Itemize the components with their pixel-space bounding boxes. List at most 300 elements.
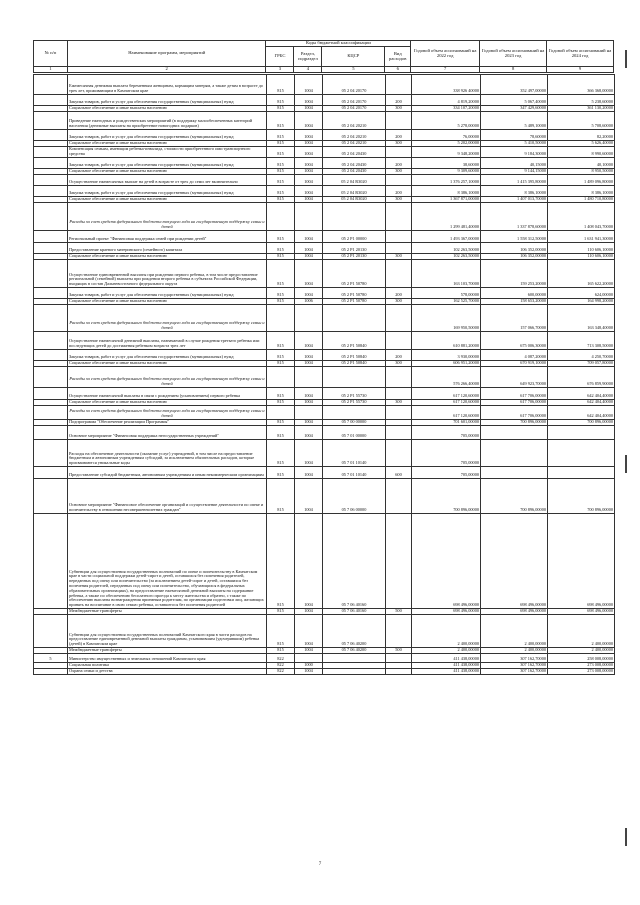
col-grbs-header: ГРБС	[266, 47, 294, 67]
row-2024: 258 008,00000	[548, 654, 615, 663]
row-2024: 8 990,60000	[548, 147, 615, 158]
col-index: 5	[322, 67, 385, 73]
row-vr	[386, 112, 412, 130]
row-grbs: 815	[267, 112, 295, 130]
row-vr	[386, 406, 412, 420]
row-2023	[481, 440, 548, 467]
row-2024: 366 368,00000	[548, 75, 615, 95]
row-number	[34, 467, 68, 479]
row-2024: 1 631 941,30000	[548, 231, 615, 243]
row-2022: 338 926 40000	[412, 75, 481, 95]
table-row	[34, 260, 615, 288]
row-grbs: 815	[267, 231, 295, 243]
row-2022: 38,60000	[412, 158, 481, 169]
row-grbs	[267, 305, 295, 332]
row-vr: 200	[386, 158, 412, 169]
row-section: 1004	[295, 112, 323, 130]
row-2024: 2 400,00000	[548, 648, 615, 654]
row-ksr: 05 7 06 40160	[323, 609, 386, 615]
row-name: Региональный проект "Финансовая поддержка семей при рождении детей"	[68, 231, 267, 243]
row-name: Субвенции для осуществления государственных полномочий Камчатского края в части расходов на предоставление единовременной денежной выплаты гражданам, усыновившим (удочерившим) ребенка (детей) в Камчатском крае	[68, 615, 267, 648]
row-2024: 82,20000	[548, 130, 615, 141]
row-name: Субвенции для осуществления государственных полномочий по опеке и попечительству в Камчатском крае в части социальной поддержки детей-сирот и детей, оставшихся без попечения родителей, переданных под опеку или попечительство (за исключением детей-сирот и детей, оставшихся без попечения родителей, переданных под опеку или попечительство, обучающихся в федеральных образовательных организациях), на предоставление ежемесячной денежной выплаты на содержание ребенка, а также по обеспечению бесплатного проезда к месту жительства и обратно, с также по обеспечению выплаты вознаграждения приемным родителям, по организации подготовки лиц, желающих принять на воспитание в свою семью ребенка, оставшегося без попечения родителей	[68, 514, 267, 609]
row-2022: 1 367 871,00000	[412, 197, 481, 203]
row-ksr: 05 2 04 20430	[323, 158, 386, 169]
row-2022: 169 950,50000	[412, 305, 481, 332]
row-2023: 106 352,00000	[481, 254, 548, 260]
row-vr: 200	[386, 130, 412, 141]
row-ksr: 05 2 04 20210	[323, 112, 386, 130]
row-vr: 300	[386, 169, 412, 175]
row-2022: 5 278,00000	[412, 112, 481, 130]
table-row	[34, 514, 615, 609]
row-ksr: 05 2 04 20170	[323, 75, 386, 95]
row-number	[34, 332, 68, 350]
row-ksr: 05 2 P1 55730	[323, 400, 386, 406]
row-2022: 9 309,60000	[412, 169, 481, 175]
row-name: Закупка товаров, работ и услуг для обеспечения государственных (муниципальных) нужд	[68, 350, 267, 361]
table-row	[34, 669, 615, 675]
table-row	[34, 175, 615, 186]
row-2024: 700 896,00000	[548, 420, 615, 426]
table-row	[34, 350, 615, 361]
table-row	[34, 388, 615, 400]
row-ksr: 05 2 P1 20130	[323, 254, 386, 260]
row-vr: 200	[386, 288, 412, 299]
row-2024: 698 496,00000	[548, 514, 615, 609]
margin-mark	[622, 828, 630, 846]
row-2024: 273 008,00000	[548, 669, 615, 675]
row-name: Закупка товаров, работ и услуг для обеспечения государственных (муниципальных) нужд	[68, 288, 267, 299]
row-section	[295, 203, 323, 231]
row-grbs: 815	[267, 615, 295, 648]
row-2024: 709 057,80000	[548, 361, 615, 367]
row-2022: 162 525,70000	[412, 299, 481, 305]
row-2023: 670 919,10000	[481, 361, 548, 367]
row-section: 1004	[295, 332, 323, 350]
row-2022: 701 601,00000	[412, 420, 481, 426]
row-ksr: 05 7 06 40200	[323, 648, 386, 654]
row-ksr: 05 2 04 R3020	[323, 197, 386, 203]
table-row	[34, 112, 615, 130]
row-2022: 2 400,00000	[412, 648, 481, 654]
row-name: Осуществление ежемесячной выплаты в связи с рождением (усыновлением) первого ребенка	[68, 388, 267, 400]
row-name: Социальное обеспечение и иные выплаты населению	[68, 361, 267, 367]
row-ksr: 05 2 04 20170	[323, 106, 386, 112]
col-ksr-header: КЦСР	[322, 47, 385, 67]
row-2022: 411 438,00000	[412, 663, 481, 669]
row-2023: 307 162,70000	[481, 663, 548, 669]
row-name: Министерство имущественных и земельных отношений Камчатского края	[68, 654, 267, 663]
row-grbs: 815	[267, 350, 295, 361]
row-ksr	[323, 669, 386, 675]
margin-mark	[622, 50, 630, 68]
row-2022: 102 263,50000	[412, 243, 481, 254]
row-name: Социальное обеспечение и иные выплаты населению	[68, 400, 267, 406]
row-ksr	[323, 406, 386, 420]
row-name: Социальное обеспечение и иные выплаты населению	[68, 106, 267, 112]
row-name: Расходы за счет средств федерального бюджета текущего года на государственную поддержку семьи и детей	[68, 367, 267, 388]
row-ksr: 05 7 06 40200	[323, 615, 386, 648]
row-vr	[386, 426, 412, 440]
row-number	[34, 350, 68, 361]
row-grbs	[267, 203, 295, 231]
row-2023: 106 352,00000	[481, 243, 548, 254]
row-grbs: 815	[267, 158, 295, 169]
row-name: Расходы на обеспечение деятельности (оказание услуг) учреждений, в том числе на предоставление бюджетным и автономным учреждениям субсидий, за исключением обязательных расходов, которые присваиваются уникальные коды	[68, 440, 267, 467]
col-index: 7	[411, 67, 480, 73]
col-name-header: Наименование программ, мероприятий	[67, 41, 266, 67]
row-2024: 1 489 096,80000	[548, 175, 615, 186]
row-2023: 159 253,20000	[481, 260, 548, 288]
row-2022: 163 103,70000	[412, 260, 481, 288]
row-vr	[386, 514, 412, 609]
row-vr: 300	[386, 254, 412, 260]
row-name: Основное мероприятие "Финансовое обеспечение организаций и осуществление деятельности по опеке и попечительству в отношении несовершеннолетних граждан"	[68, 479, 267, 514]
row-2024: 642 404,40000	[548, 406, 615, 420]
row-name: Предоставление краевого материнского (семейного) капитала	[68, 243, 267, 254]
row-number	[34, 514, 68, 609]
row-ksr: 05 7 01 10140	[323, 440, 386, 467]
row-2023: 698 496,00000	[481, 514, 548, 609]
row-2024: 624,00000	[548, 288, 615, 299]
row-2024: 8 386,10000	[548, 186, 615, 197]
col-2024-header: Годовой объем ассигнований на 2024 год	[547, 41, 614, 67]
row-number	[34, 158, 68, 169]
row-section: 1004	[295, 426, 323, 440]
row-name: Компенсация семьям, имеющим ребенка-инвалида, стоимости приобретенного ими транспортного средства	[68, 147, 267, 158]
col-index: 1	[34, 67, 68, 73]
row-ksr: 05 2 P1 20130	[323, 243, 386, 254]
row-2023: 617 706,00000	[481, 400, 548, 406]
row-2022: 5 202,00000	[412, 141, 481, 147]
row-2024: 2 400,00000	[548, 615, 615, 648]
row-name: Социальное обеспечение и иные выплаты населению	[68, 254, 267, 260]
row-section: 1004	[295, 147, 323, 158]
row-grbs: 815	[267, 288, 295, 299]
row-vr: 300	[386, 197, 412, 203]
row-section: 1004	[295, 467, 323, 479]
row-2024: 700 896,00000	[548, 479, 615, 514]
row-2024: 4 250,70000	[548, 350, 615, 361]
table-row	[34, 305, 615, 332]
row-name: Закупка товаров, работ и услуг для обеспечения государственных (муниципальных) нужд	[68, 130, 267, 141]
row-name: Расходы за счет средств федерального бюджета текущего года на государственную поддержку семьи и детей	[68, 305, 267, 332]
row-2024	[548, 467, 615, 479]
row-grbs	[267, 406, 295, 420]
row-section: 1004	[295, 254, 323, 260]
row-grbs: 822	[267, 669, 295, 675]
row-section: 1004	[295, 615, 323, 648]
row-number	[34, 203, 68, 231]
row-vr	[386, 203, 412, 231]
row-vr	[386, 231, 412, 243]
row-section: 1004	[295, 75, 323, 95]
row-2024	[548, 426, 615, 440]
row-name: Расходы за счет средств федерального бюджета текущего года на государственную поддержку семьи и детей	[68, 203, 267, 231]
row-grbs: 815	[267, 361, 295, 367]
row-2023: 157 066,70000	[481, 305, 548, 332]
row-2023: 700 896,00000	[481, 479, 548, 514]
table-row	[34, 367, 615, 388]
row-2024: 1 408 043,70000	[548, 203, 615, 231]
row-grbs: 815	[267, 197, 295, 203]
row-number	[34, 288, 68, 299]
row-2022: 4 819,20000	[412, 95, 481, 106]
row-name: Охрана семьи и детства	[68, 669, 267, 675]
row-name: Осуществление ежемесячных выплат на детей в возрасте от трех до семи лет включительно	[68, 175, 267, 186]
row-vr	[386, 654, 412, 663]
row-2022: 8 386,10000	[412, 186, 481, 197]
row-grbs: 815	[267, 479, 295, 514]
row-2023: 5 410,50000	[481, 141, 548, 147]
row-2024: 40,10000	[548, 158, 615, 169]
row-2022: 698 496,00000	[412, 514, 481, 609]
table-row	[34, 147, 615, 158]
row-ksr	[323, 305, 386, 332]
row-ksr: 05 7 01 00000	[323, 426, 386, 440]
row-name: Закупка товаров, работ и услуг для обеспечения государственных (муниципальных) нужд	[68, 186, 267, 197]
table-row	[34, 615, 615, 648]
row-2022: 576 266,40000	[412, 367, 481, 388]
row-grbs: 815	[267, 420, 295, 426]
row-2022: 1 376 257,10000	[412, 175, 481, 186]
col-vr-header: Вид расходов	[385, 47, 411, 67]
row-section: 1004	[295, 388, 323, 400]
row-grbs: 815	[267, 388, 295, 400]
codes-group-header: Коды бюджетной классификации	[266, 41, 411, 47]
row-section: 1004	[295, 288, 323, 299]
row-2024: 676 859,90000	[548, 367, 615, 388]
row-2022: 1 493 367,00000	[412, 231, 481, 243]
row-number	[34, 130, 68, 141]
row-2023: 307 162,70000	[481, 669, 548, 675]
row-ksr: 05 2 P1 50780	[323, 260, 386, 288]
row-2024: 5 708,60000	[548, 112, 615, 130]
page-number: 7	[318, 862, 322, 867]
row-ksr: 05 2 04 R3020	[323, 186, 386, 197]
row-number	[34, 440, 68, 467]
row-2022: 9 348,20000	[412, 147, 481, 158]
row-section: 1004	[295, 440, 323, 467]
row-2022: 617 120,60000	[412, 388, 481, 400]
table-header	[33, 40, 614, 73]
row-section: 1004	[295, 175, 323, 186]
table-row	[34, 479, 615, 514]
row-2024: 1 480 710,80000	[548, 197, 615, 203]
row-ksr: 05 2 04 20430	[323, 147, 386, 158]
row-number	[34, 426, 68, 440]
row-grbs: 815	[267, 141, 295, 147]
row-name: Основное мероприятие "Финансовая поддержка негосударственных учреждений"	[68, 426, 267, 440]
margin-mark	[622, 455, 630, 473]
row-ksr: 05 7 00 00000	[323, 420, 386, 426]
row-grbs: 815	[267, 169, 295, 175]
row-section: 1000	[295, 663, 323, 669]
row-section: 1004	[295, 186, 323, 197]
row-2022: 610 881,20000	[412, 332, 481, 350]
row-2023: 649 923,70000	[481, 367, 548, 388]
row-vr	[386, 669, 412, 675]
row-2022: 3 930,00000	[412, 350, 481, 361]
row-2024: 642 404,40000	[548, 400, 615, 406]
row-name: Закупка товаров, работ и услуг для обеспечения государственных (муниципальных) нужд	[68, 158, 267, 169]
row-vr: 300	[386, 299, 412, 305]
row-2023: 2 400,00000	[481, 648, 548, 654]
row-2023: 307 162,70000	[481, 654, 548, 663]
row-2022: 617 120,60000	[412, 400, 481, 406]
row-2023	[481, 467, 548, 479]
row-2022: 102 263,50000	[412, 254, 481, 260]
row-grbs: 815	[267, 332, 295, 350]
row-number	[34, 75, 68, 95]
row-ksr: 05 7 06 40160	[323, 514, 386, 609]
row-name: Проведение ежегодных и рождественских мероприятий (в поддержку малообеспеченных категорий населения (денежные выплаты на приобретение новогодних подарков)	[68, 112, 267, 130]
row-ksr: 05 2 04 20210	[323, 141, 386, 147]
row-2023: 347 429,60000	[481, 106, 548, 112]
row-2022: 617 120,60000	[412, 406, 481, 420]
row-number	[34, 479, 68, 514]
row-vr	[386, 332, 412, 350]
table-row	[34, 332, 615, 350]
row-name: Подпрограмма "Обеспечение реализации Программы"	[68, 420, 267, 426]
row-2023: 617 706,00000	[481, 388, 548, 400]
row-name: Межбюджетные трансферты	[68, 648, 267, 654]
row-vr	[386, 388, 412, 400]
table-row	[34, 406, 615, 420]
row-vr: 500	[386, 609, 412, 615]
row-vr	[386, 260, 412, 288]
table-row	[34, 130, 615, 141]
row-name: Ежемесячная денежная выплата беременным женщинам, кормящим матерям, а также детям в возрасте до трех лет, проживающим в Камчатском крае	[68, 75, 267, 95]
row-ksr: 05 2 04 20430	[323, 169, 386, 175]
table-row	[34, 186, 615, 197]
row-2022: 411 438,00000	[412, 654, 481, 663]
row-2024	[548, 440, 615, 467]
col-2023-header: Годовой объем ассигнований на 2023 год	[480, 41, 547, 67]
row-number	[34, 112, 68, 130]
row-grbs: 822	[267, 654, 295, 663]
table-row	[34, 288, 615, 299]
row-2024: 642 404,40000	[548, 388, 615, 400]
table-row	[34, 231, 615, 243]
col-index: 2	[67, 67, 266, 73]
row-number	[34, 186, 68, 197]
table-row	[34, 158, 615, 169]
row-2022: 2 400,00000	[412, 615, 481, 648]
row-name: Социальное обеспечение и иные выплаты населению	[68, 169, 267, 175]
row-2024: 165 622,20000	[548, 260, 615, 288]
row-2023: 40,15000	[481, 158, 548, 169]
row-2024: 361 130,20000	[548, 106, 615, 112]
row-ksr: 05 2 P1 50780	[323, 299, 386, 305]
row-name: Предоставление субсидий бюджетным, автономным учреждениям и иным некоммерческим организациям	[68, 467, 267, 479]
row-section: 1004	[295, 400, 323, 406]
row-2022: 705,00000	[412, 440, 481, 467]
row-ksr: 05 7 01 10140	[323, 467, 386, 479]
row-name: Социальное обеспечение и иные выплаты населению	[68, 197, 267, 203]
row-vr: 600	[386, 467, 412, 479]
row-number	[34, 615, 68, 648]
row-section: 1004	[295, 609, 323, 615]
row-2022: 334 107,20000	[412, 106, 481, 112]
row-grbs: 815	[267, 440, 295, 467]
row-number	[34, 367, 68, 388]
col-index: 9	[547, 67, 614, 73]
row-2023: 1 558 312,50000	[481, 231, 548, 243]
row-name: Осуществление ежемесячной денежной выплаты, назначаемой в случае рождения третьего ребенка или последующих детей до достижения ребенком возраста трех лет	[68, 332, 267, 350]
row-section	[295, 406, 323, 420]
row-vr: 300	[386, 106, 412, 112]
row-ksr	[323, 654, 386, 663]
row-vr	[386, 147, 412, 158]
row-vr: 200	[386, 95, 412, 106]
row-2023: 600,00000	[481, 288, 548, 299]
row-section: 1004	[295, 243, 323, 254]
row-2024: 164 998,20000	[548, 299, 615, 305]
row-vr	[386, 615, 412, 648]
row-2023: 675 006,30000	[481, 332, 548, 350]
table-row	[34, 440, 615, 467]
row-vr	[386, 305, 412, 332]
row-number	[34, 147, 68, 158]
row-2022: 1 299 481,40000	[412, 203, 481, 231]
col-num-header: № п/п	[34, 41, 68, 67]
row-section	[295, 367, 323, 388]
row-vr: 200	[386, 350, 412, 361]
row-2024: 5 626,40000	[548, 141, 615, 147]
row-number	[34, 388, 68, 400]
row-2023: 700 896,00000	[481, 420, 548, 426]
row-section: 1004	[295, 158, 323, 169]
row-2023: 352 497,00000	[481, 75, 548, 95]
row-vr	[386, 367, 412, 388]
row-2024: 163 348,40000	[548, 305, 615, 332]
row-name: Расходы за счет средств федерального бюджета текущего года на государственную поддержку семьи и детей	[68, 406, 267, 420]
row-name: Межбюджетные трансферты	[68, 609, 267, 615]
row-grbs: 815	[267, 260, 295, 288]
row-number	[34, 243, 68, 254]
row-2022: 705,00000	[412, 467, 481, 479]
row-number	[34, 406, 68, 420]
row-2024: 8 950,50000	[548, 169, 615, 175]
row-2023: 1 415 395,80000	[481, 175, 548, 186]
row-section: 1004	[295, 231, 323, 243]
row-2023: 9 184,30000	[481, 147, 548, 158]
row-grbs: 815	[267, 147, 295, 158]
row-section: 1004	[295, 361, 323, 367]
row-grbs: 815	[267, 609, 295, 615]
table-row	[34, 243, 615, 254]
row-vr	[386, 75, 412, 95]
row-grbs: 815	[267, 254, 295, 260]
row-number	[34, 305, 68, 332]
row-2023: 2 400,00000	[481, 615, 548, 648]
row-2023: 5 489,10000	[481, 112, 548, 130]
row-name: Социальное обеспечение и иные выплаты населению	[68, 141, 267, 147]
row-2024: 110 606,10000	[548, 243, 615, 254]
row-section: 1004	[295, 260, 323, 288]
table-row	[34, 203, 615, 231]
row-section: 1004	[295, 106, 323, 112]
table-row	[34, 426, 615, 440]
row-vr: 300	[386, 400, 412, 406]
row-grbs: 822	[267, 663, 295, 669]
row-grbs: 815	[267, 400, 295, 406]
row-name: Социальная политика	[68, 663, 267, 669]
row-2024: 110 606,10000	[548, 254, 615, 260]
row-grbs: 815	[267, 299, 295, 305]
